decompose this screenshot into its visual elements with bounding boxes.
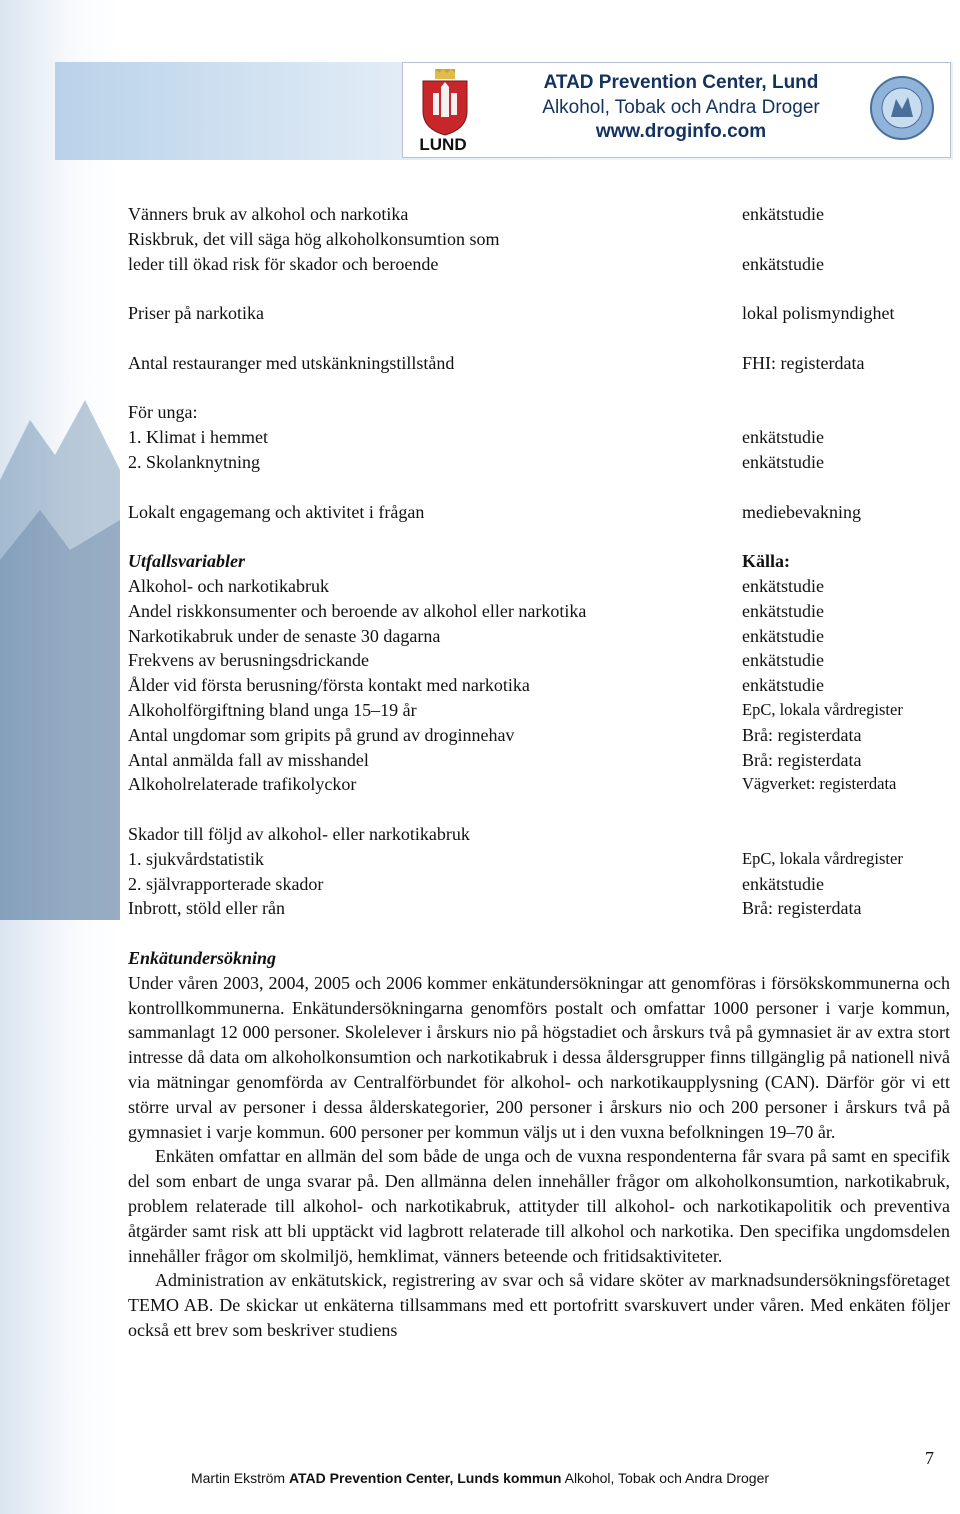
indicator-row: Frekvens av berusningsdrickande (128, 650, 369, 671)
source-row: enkätstudie (742, 600, 824, 621)
source-row: enkätstudie (742, 625, 824, 646)
source-row: enkätstudie (742, 575, 824, 596)
source-row: enkätstudie (742, 650, 824, 671)
source-row: enkätstudie (742, 451, 824, 472)
source-row: EpC, lokala vårdregister (742, 848, 903, 868)
source-row: Brå: registerdata (742, 749, 862, 770)
indicator-list (128, 202, 728, 921)
survey-title: Enkätundersökning (128, 948, 277, 968)
indicator-row: 1. Klimat i hemmet (128, 427, 268, 448)
indicator-row: Alkoholförgiftning bland unga 15–19 år (128, 699, 417, 720)
mountain-watermark (0, 360, 120, 920)
source-row: enkätstudie (742, 675, 824, 696)
org-title: ATAD Prevention Center, Lund (543, 72, 819, 93)
survey-paragraph: Enkäten omfattar en allmän del som både de unga och de vuxna respondenterna får svara på samt en specifik del som enbart de unga svarar på. Den allmänna delen innehåller frågor om alkoholkonsumtion, narkotikabruk, problem relaterade till alkohol- och narkotikabruk, attityder till alkohol- och narkotikapolitik och preventiva åtgärder samt risk att bli upptäckt vid lagbrott relaterade till alkohol och narkotika. Den specifika ungdomsdelen innehåller frågor om skolmiljö, hemklimat, vänners beteende och fritidsaktiviteter. (128, 1146, 950, 1266)
indicator-row: Inbrott, stöld eller rån (128, 898, 285, 919)
footer-org: ATAD Prevention Center, Lunds kommun (288, 1470, 562, 1486)
header (402, 62, 951, 158)
indicator-row: Antal anmälda fall av misshandel (128, 749, 369, 770)
indicator-row: 2. Skolanknytning (128, 451, 261, 472)
source-row: Brå: registerdata (742, 898, 862, 919)
source-row: lokal polismyndighet (742, 303, 895, 324)
source-list (742, 202, 960, 921)
survey-section (128, 946, 950, 1343)
source-heading: Källa: (742, 551, 790, 572)
city-name: LUND (419, 135, 467, 154)
source-row: Brå: registerdata (742, 724, 862, 745)
footer (0, 1470, 960, 1486)
indicator-row: Priser på narkotika (128, 303, 264, 324)
indicator-row: Antal ungdomar som gripits på grund av droginnehav (128, 724, 515, 745)
indicator-row: Andel riskkonsumenter och beroende av alkohol eller narkotika (128, 600, 587, 621)
droginfo-logo-icon (869, 75, 935, 141)
indicator-row: leder till ökad risk för skador och beroende (128, 253, 439, 274)
org-subtitle: Alkohol, Tobak och Andra Droger (542, 97, 820, 118)
page-number: 7 (925, 1448, 934, 1468)
indicator-row: Antal restauranger med utskänkningstillstånd (128, 352, 455, 373)
outcome-variables-heading: Utfallsvariabler (128, 551, 245, 572)
indicator-row: Alkohol- och narkotikabruk (128, 575, 329, 596)
indicator-row: Skador till följd av alkohol- eller narkotikabruk (128, 823, 470, 844)
source-row: enkätstudie (742, 873, 824, 894)
footer-tagline: Alkohol, Tobak och Andra Droger (564, 1470, 770, 1486)
org-url[interactable]: www.droginfo.com (595, 121, 767, 142)
source-row: enkätstudie (742, 204, 824, 224)
indicator-row: Alkoholrelaterade trafikolyckor (128, 774, 357, 795)
footer-author: Martin Ekström (190, 1470, 286, 1486)
source-row: EpC, lokala vårdregister (742, 699, 903, 719)
source-row: enkätstudie (742, 253, 824, 274)
indicator-row: Vänners bruk av alkohol och narkotika (128, 204, 409, 224)
survey-paragraph: Administration av enkätutskick, registrering av svar och så vidare sköter av marknadsundersökningsföretaget TEMO AB. De skickar ut enkäterna tillsammans med ett portofritt svarskuvert under våren. Med enkäten följer också ett brev som beskriver studiens (128, 1270, 950, 1340)
source-row: FHI: registerdata (742, 352, 865, 373)
survey-paragraph: Under våren 2003, 2004, 2005 och 2006 kommer enkätundersökningar att genomföras i försökskommunerna och kontrollkommunerna. Enkätundersökningarna genomförs postalt och omfattar 1000 personer i varje kommun, sammanlagt 12 000 personer. Skolelever i årskurs nio på högstadiet och årskurs två på gymnasiet är av extra stort intresse då data om alkoholkonsumtion och narkotikabruk i dessa åldersgrupper finns tillgänglig på nationell nivå via mätningar genomförda av Centralförbundet för alkohol- och narkotikaupplysning (CAN). Därför gör vi ett större urval av personer i dessa ålderskategorier, 200 personer i årskurs nio och 200 personer i årskurs två på gymnasiet i varje kommun. 600 personer per kommun väljs ut i den vuxna befolkningen 19–70 år. (128, 972, 950, 1142)
source-row: enkätstudie (742, 427, 824, 448)
indicator-row: 1. sjukvårdstatistik (128, 848, 264, 869)
indicator-row: Riskbruk, det vill säga hög alkoholkonsumtion som (128, 228, 500, 249)
indicator-row: 2. självrapporterade skador (128, 873, 324, 894)
indicator-row: Narkotikabruk under de senaste 30 dagarna (128, 625, 441, 646)
indicator-row: Lokalt engagemang och aktivitet i frågan (128, 501, 425, 522)
source-row: Vägverket: registerdata (742, 774, 897, 794)
source-row: mediebevakning (742, 501, 861, 522)
indicator-row: Ålder vid första berusning/första kontakt med narkotika (128, 675, 530, 696)
indicator-row: För unga: (128, 402, 198, 423)
